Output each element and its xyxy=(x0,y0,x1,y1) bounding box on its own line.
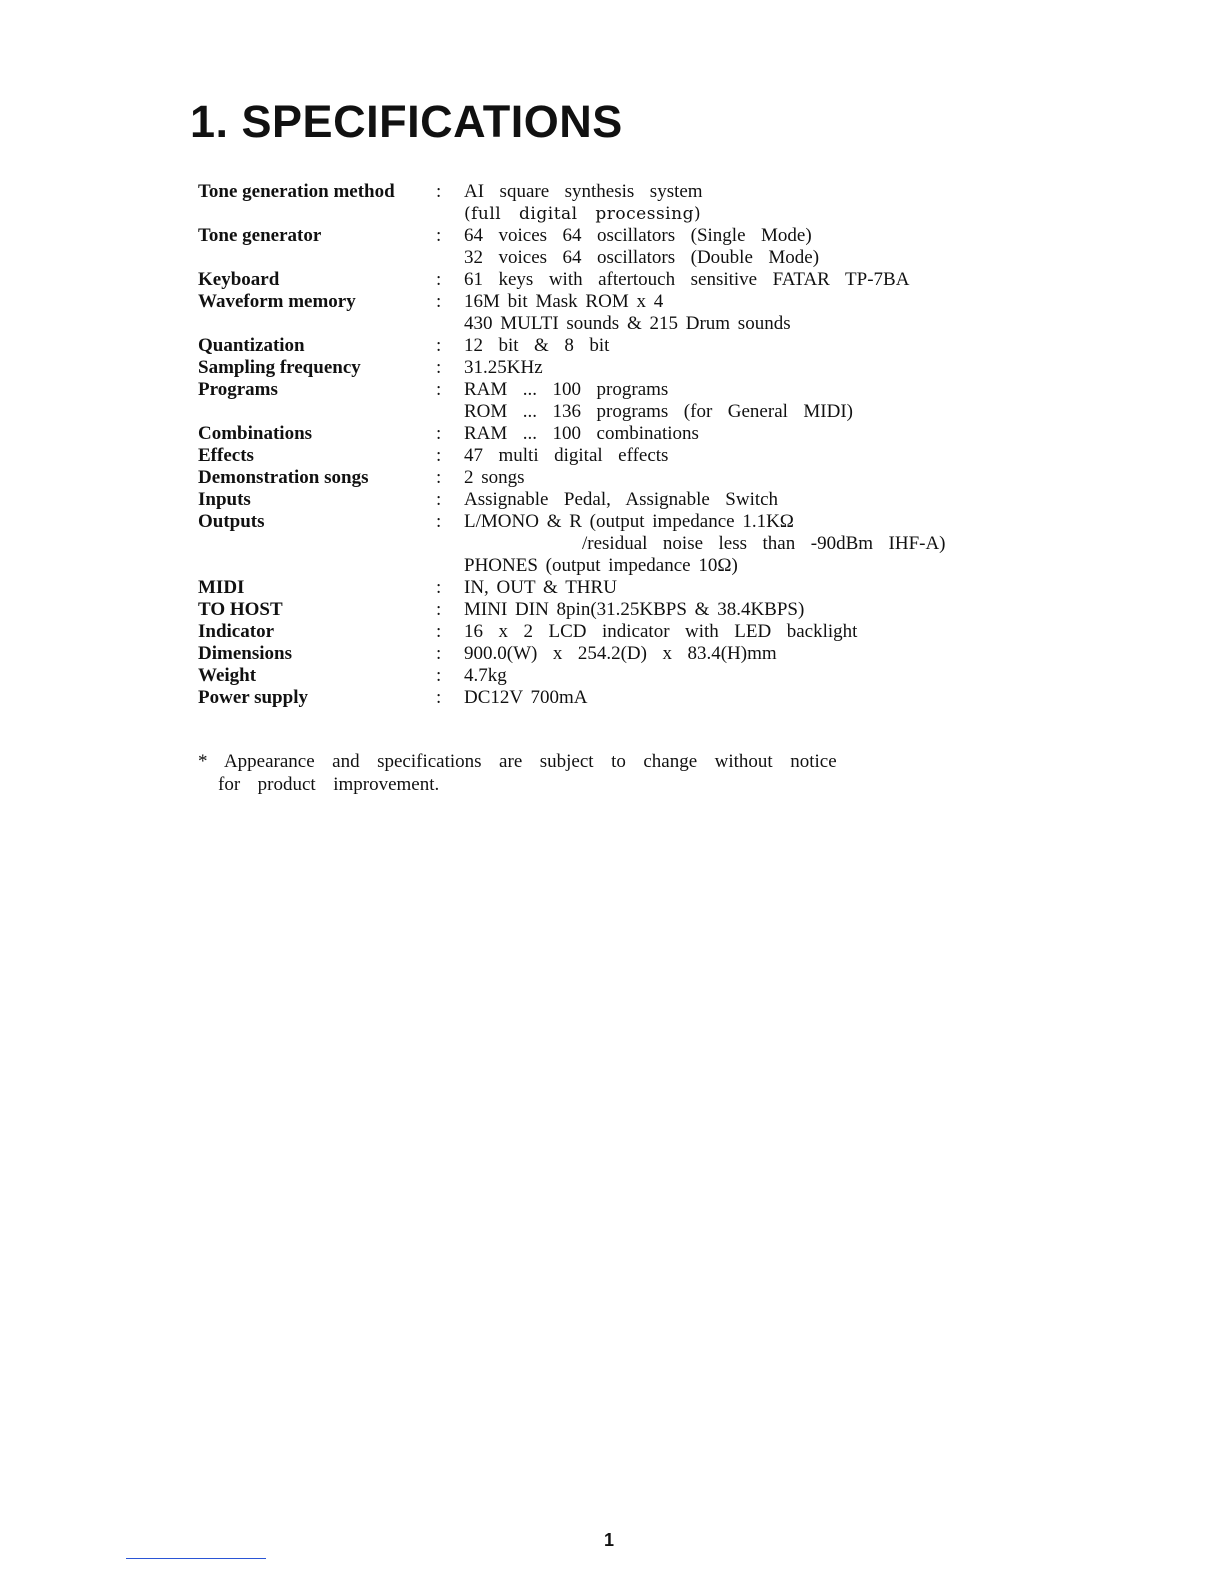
spec-row-to-host xyxy=(198,599,998,621)
page-title: 1. SPECIFICATIONS xyxy=(190,96,623,147)
spec-value-line: 900.0(W) x 254.2(D) x 83.4(H)mm xyxy=(464,643,777,664)
spec-row-programs xyxy=(198,379,998,423)
spec-label: TO HOST xyxy=(198,599,283,620)
spec-value-line: ROM ... 136 programs (for General MIDI) xyxy=(464,401,854,422)
spec-values xyxy=(464,225,998,269)
spec-colon: : xyxy=(436,335,442,356)
spec-values xyxy=(464,511,998,577)
spec-value-line: /residual noise less than -90dBm IHF-A) xyxy=(582,533,946,554)
spec-value-line: PHONES (output impedance 10Ω) xyxy=(464,555,738,576)
spec-label: Tone generation method xyxy=(198,181,395,202)
spec-label: Combinations xyxy=(198,423,313,444)
spec-row-weight xyxy=(198,665,998,687)
spec-table xyxy=(198,181,998,709)
spec-colon: : xyxy=(436,621,442,642)
spec-values xyxy=(464,577,998,599)
spec-row-waveform-memory xyxy=(198,291,998,335)
spec-values xyxy=(464,665,998,687)
spec-colon: : xyxy=(436,181,442,202)
spec-value-line: 31.25KHz xyxy=(464,357,543,378)
spec-label: Effects xyxy=(198,445,254,466)
spec-value-line: AI square synthesis system xyxy=(464,181,703,202)
spec-value-line: 430 MULTI sounds & 215 Drum sounds xyxy=(464,313,791,334)
spec-values xyxy=(464,423,998,445)
spec-value-line: IN, OUT & THRU xyxy=(464,577,617,598)
spec-row-sampling-frequency xyxy=(198,357,998,379)
spec-value-line: 2 songs xyxy=(464,467,525,488)
note-line: * Appearance and specifications are subject to change without notice xyxy=(198,751,837,772)
spec-label: Sampling frequency xyxy=(198,357,361,378)
spec-row-indicator xyxy=(198,621,998,643)
disclaimer-note xyxy=(198,750,837,796)
spec-values xyxy=(464,181,998,225)
spec-label: Waveform memory xyxy=(198,291,356,312)
spec-value-line: (full digital processing) xyxy=(464,204,702,224)
spec-label: Quantization xyxy=(198,335,305,356)
page-number: 1 xyxy=(604,1530,615,1550)
spec-row-midi xyxy=(198,577,998,599)
spec-value-line: 4.7kg xyxy=(464,665,507,686)
spec-value-line: MINI DIN 8pin(31.25KBPS & 38.4KBPS) xyxy=(464,599,805,620)
spec-values xyxy=(464,291,998,335)
spec-values xyxy=(464,357,998,379)
spec-value-line: RAM ... 100 combinations xyxy=(464,423,699,444)
spec-colon: : xyxy=(436,489,442,510)
spec-label: Power supply xyxy=(198,687,308,708)
spec-value-line: RAM ... 100 programs xyxy=(464,379,669,400)
spec-value-line: 64 voices 64 oscillators (Single Mode) xyxy=(464,225,812,246)
spec-colon: : xyxy=(436,687,442,708)
spec-values xyxy=(464,335,998,357)
spec-row-combinations xyxy=(198,423,998,445)
spec-label: Demonstration songs xyxy=(198,467,369,488)
spec-row-quantization xyxy=(198,335,998,357)
spec-label: Tone generator xyxy=(198,225,322,246)
spec-colon: : xyxy=(436,467,442,488)
spec-value-line: 61 keys with aftertouch sensitive FATAR TP-7BA xyxy=(464,269,910,290)
spec-colon: : xyxy=(436,225,442,246)
spec-colon: : xyxy=(436,423,442,444)
spec-row-tone-generator xyxy=(198,225,998,269)
spec-colon: : xyxy=(436,291,442,312)
spec-value-line: 12 bit & 8 bit xyxy=(464,335,610,356)
spec-colon: : xyxy=(436,357,442,378)
spec-row-effects xyxy=(198,445,998,467)
note-line: for product improvement. xyxy=(218,774,440,795)
spec-colon: : xyxy=(436,511,442,532)
spec-label: Keyboard xyxy=(198,269,280,290)
spec-colon: : xyxy=(436,269,442,290)
spec-label: Programs xyxy=(198,379,278,400)
spec-colon: : xyxy=(436,445,442,466)
spec-values xyxy=(464,687,998,709)
spec-row-power-supply xyxy=(198,687,998,709)
spec-values xyxy=(464,269,998,291)
spec-value-line: DC12V 700mA xyxy=(464,687,588,708)
spec-row-inputs xyxy=(198,489,998,511)
spec-label: Dimensions xyxy=(198,643,292,664)
spec-values xyxy=(464,467,998,489)
spec-value-line: L/MONO & R (output impedance 1.1KΩ xyxy=(464,511,794,532)
spec-label: Inputs xyxy=(198,489,251,510)
spec-colon: : xyxy=(436,643,442,664)
spec-row-keyboard xyxy=(198,269,998,291)
spec-row-dimensions xyxy=(198,643,998,665)
spec-colon: : xyxy=(436,665,442,686)
spec-values xyxy=(464,599,998,621)
spec-colon: : xyxy=(436,577,442,598)
spec-colon: : xyxy=(436,599,442,620)
spec-label: MIDI xyxy=(198,577,245,598)
spec-value-line: Assignable Pedal, Assignable Switch xyxy=(464,489,779,510)
spec-label: Indicator xyxy=(198,621,274,642)
spec-label: Weight xyxy=(198,665,257,686)
spec-values xyxy=(464,489,998,511)
spec-value-line: 16M bit Mask ROM x 4 xyxy=(464,291,664,312)
spec-colon: : xyxy=(436,379,442,400)
spec-values xyxy=(464,643,998,665)
spec-values xyxy=(464,621,998,643)
spec-values xyxy=(464,445,998,467)
spec-row-tone-generation-method xyxy=(198,181,998,225)
spec-value-line: 16 x 2 LCD indicator with LED backlight xyxy=(464,621,858,642)
spec-row-outputs xyxy=(198,511,998,577)
spec-value-line: 32 voices 64 oscillators (Double Mode) xyxy=(464,247,820,268)
spec-value-line: 47 multi digital effects xyxy=(464,445,669,466)
spec-label: Outputs xyxy=(198,511,265,532)
spec-row-demonstration-songs xyxy=(198,467,998,489)
spec-values xyxy=(464,379,998,423)
footer-divider xyxy=(126,1558,266,1559)
